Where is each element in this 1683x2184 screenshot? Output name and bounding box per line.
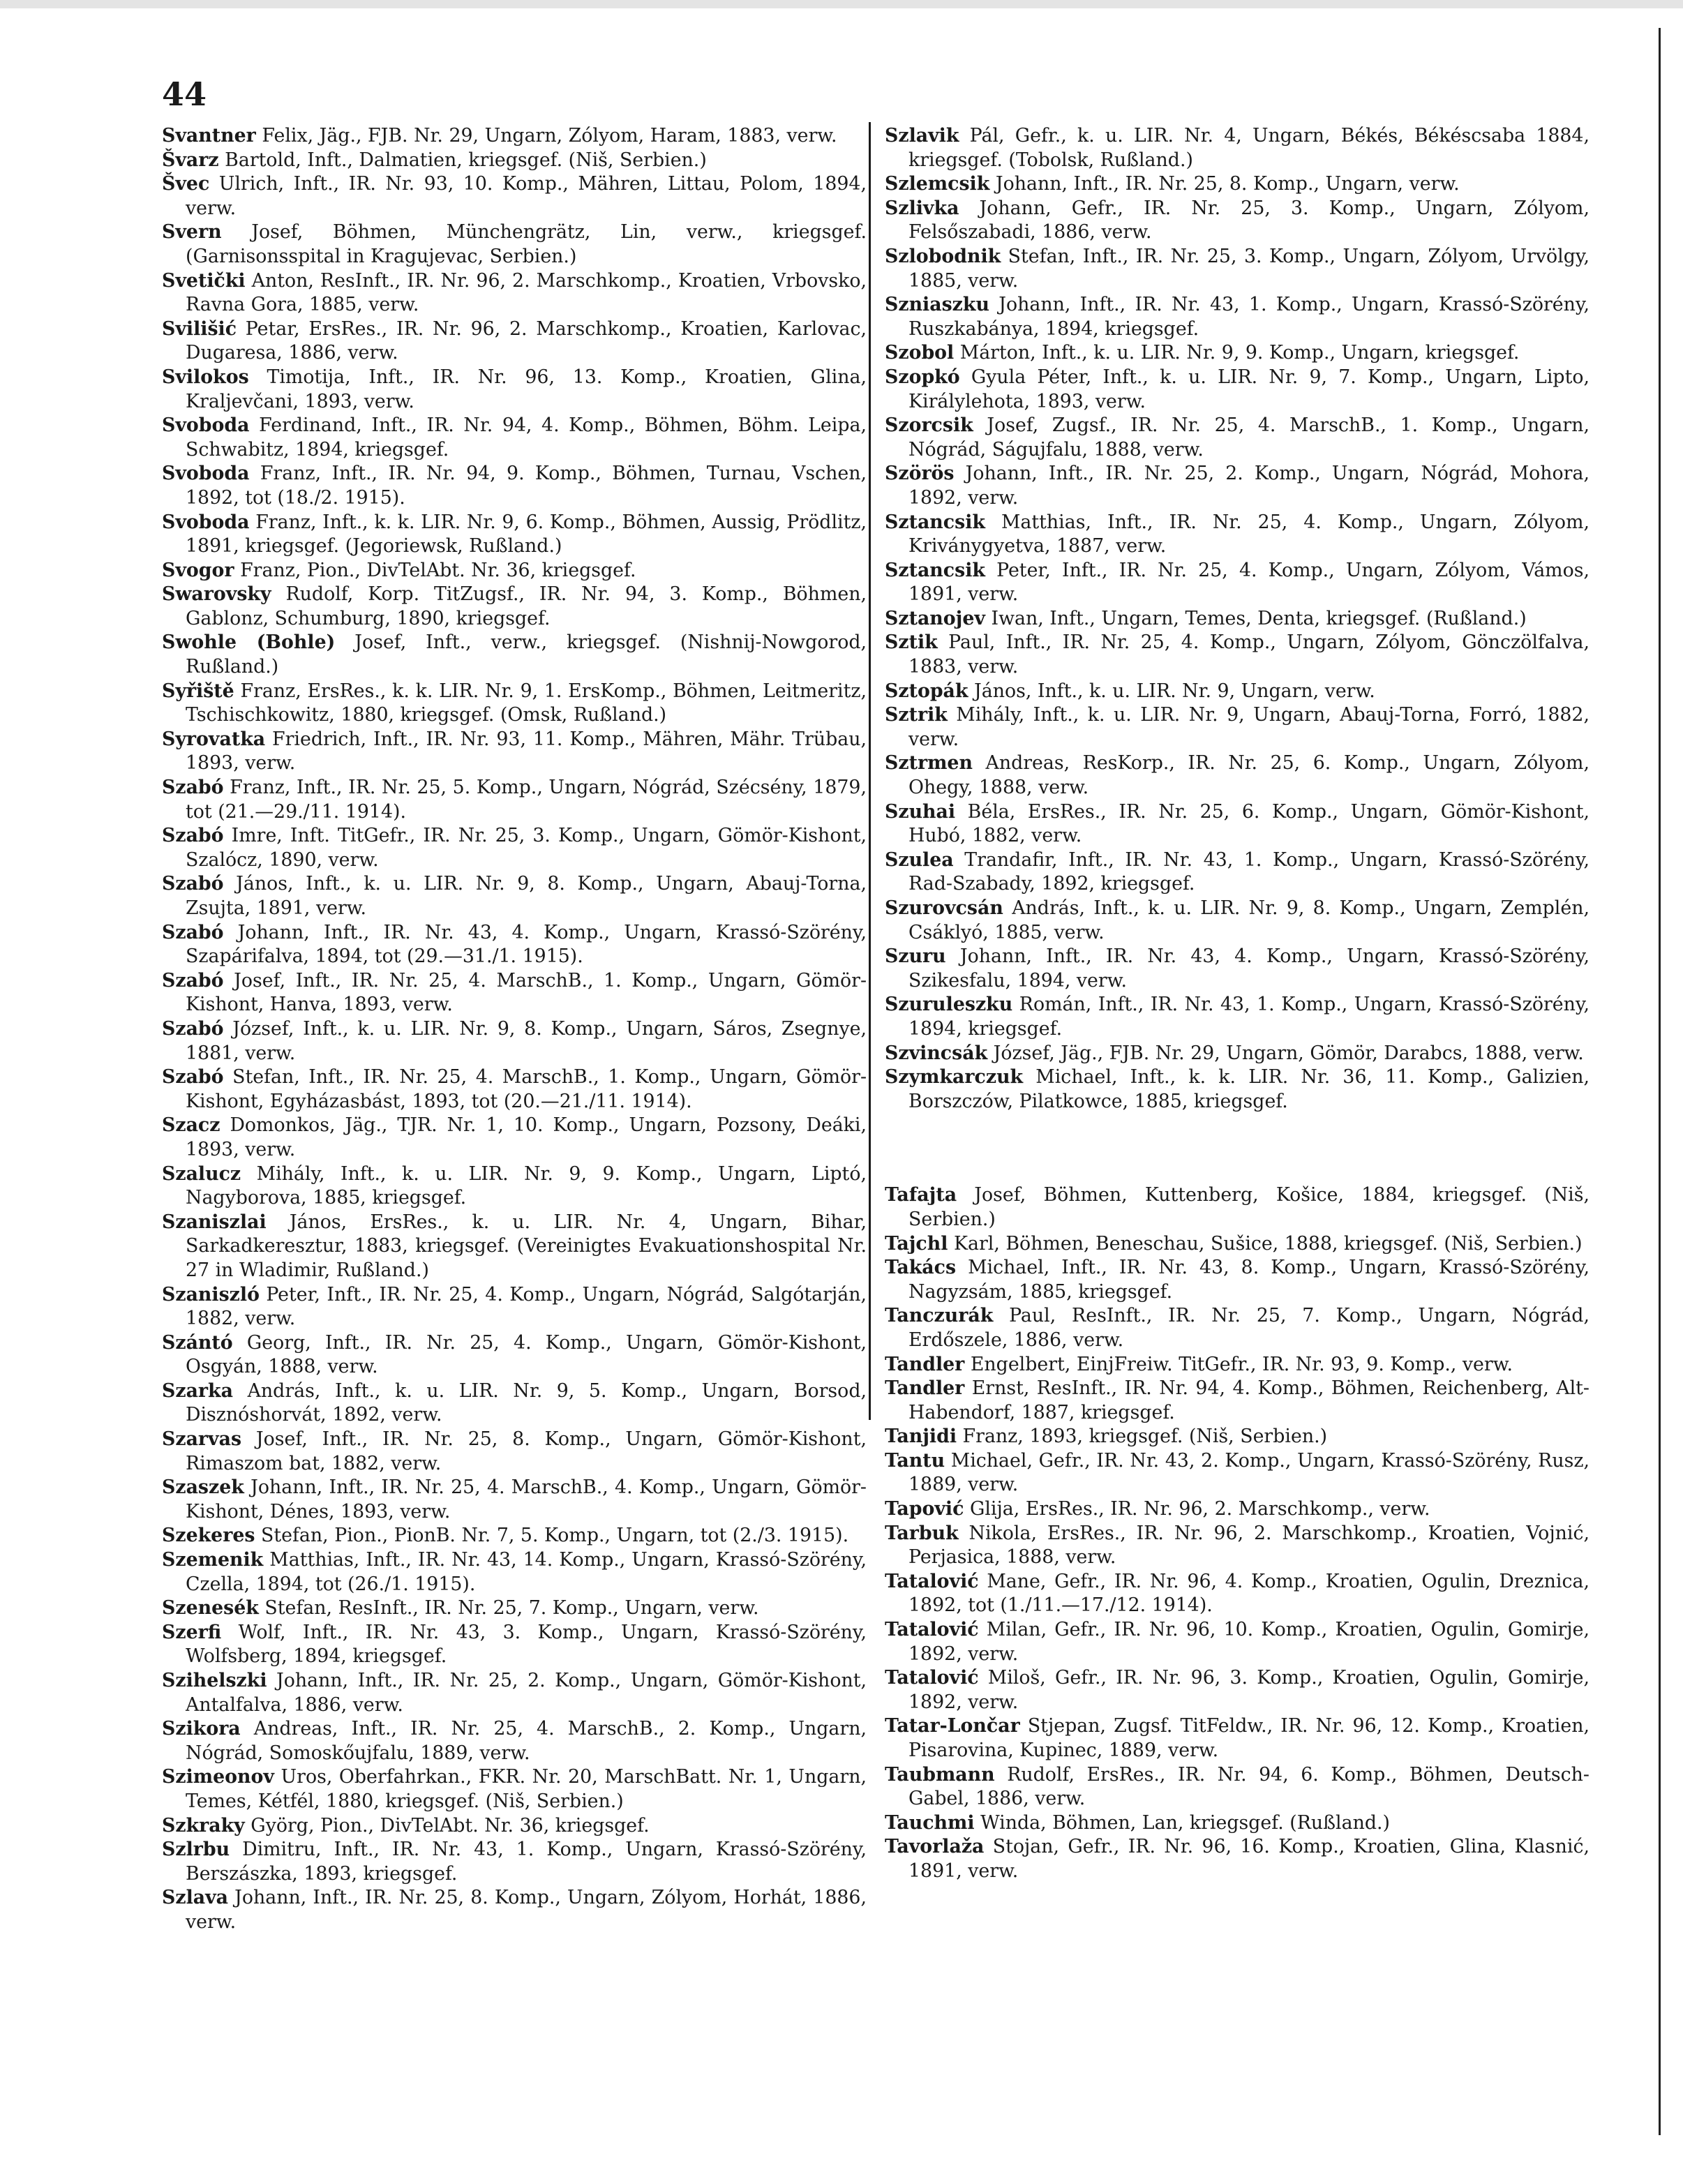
- entry-details: József, Inft., k. u. LIR. Nr. 9, 8. Komp., Ungarn, Sáros, Zsegnye, 1881, verw.: [186, 1017, 867, 1064]
- right-column: [885, 124, 1590, 1884]
- entry-surname: Tavorlaža: [885, 1836, 985, 1858]
- list-entry: [162, 1596, 867, 1621]
- entry-details: Matthias, Inft., IR. Nr. 25, 4. Komp., Ungarn, Zólyom, Kriványgyetva, 1887, verw.: [908, 511, 1590, 558]
- list-entry: [885, 1666, 1590, 1714]
- list-entry: [885, 993, 1590, 1041]
- entry-surname: Tatalović: [885, 1570, 979, 1592]
- entry-surname: Szurovcsán: [885, 897, 1003, 919]
- entry-details: Bartold, Inft., Dalmatien, kriegsgef. (Niš, Serbien.): [225, 149, 707, 171]
- entry-details: Franz, Pion., DivTelAbt. Nr. 36, kriegsgef.: [240, 559, 636, 581]
- entry-details: Pál, Gefr., k. u. LIR. Nr. 4, Ungarn, Békés, Békéscsaba 1884, kriegsgef. (Tobolsk, Rußland.): [908, 125, 1590, 171]
- entry-surname: Szuhai: [885, 800, 956, 823]
- entry-surname: Tarbuk: [885, 1522, 959, 1544]
- entry-surname: Švarz: [162, 149, 219, 171]
- entry-details: Josef, Böhmen, Münchengrätz, Lin, verw., kriegsgef. (Garnisonsspital in Kragujevac, Serbien.): [186, 221, 867, 267]
- entry-details: Mihály, Inft., k. u. LIR. Nr. 9, 9. Komp., Ungarn, Liptó, Nagyborova, 1885, kriegsgef.: [186, 1162, 867, 1209]
- entry-surname: Szabó: [162, 777, 224, 799]
- entry-surname: Szekeres: [162, 1525, 255, 1547]
- entry-surname: Takács: [885, 1257, 957, 1279]
- entry-details: Franz, 1893, kriegsgef. (Niš, Serbien.): [962, 1426, 1328, 1448]
- entry-details: Paul, Inft., IR. Nr. 25, 4. Komp., Ungarn, Zólyom, Gönczölfalva, 1883, verw.: [908, 631, 1590, 678]
- s-entries-section: [885, 124, 1590, 1114]
- entry-details: Stjepan, Zugsf. TitFeldw., IR. Nr. 96, 12. Komp., Kroatien, Pisarovina, Kupinec, 1889, verw.: [908, 1715, 1590, 1761]
- list-entry: [162, 1211, 867, 1283]
- entry-details: Johann, Inft., IR. Nr. 25, 8. Komp., Ungarn, Zólyom, Horhát, 1886, verw.: [186, 1887, 867, 1933]
- list-entry: [885, 1042, 1590, 1066]
- entry-surname: Syřiště: [162, 680, 234, 702]
- list-entry: [162, 1017, 867, 1065]
- entry-surname: Szuruleszku: [885, 994, 1013, 1016]
- entry-details: János, Inft., k. u. LIR. Nr. 9, Ungarn, verw.: [974, 680, 1375, 702]
- page-number: 44: [162, 75, 207, 113]
- entry-details: András, Inft., k. u. LIR. Nr. 9, 8. Komp., Ungarn, Zemplén, Csáklyó, 1885, verw.: [908, 897, 1590, 943]
- entry-details: Franz, ErsRes., k. k. LIR. Nr. 9, 1. ErsKomp., Böhmen, Leitmeritz, Tschischkowitz, 1880, kriegsgef. (Omsk, Rußland.): [186, 680, 867, 726]
- list-entry: [885, 897, 1590, 945]
- entry-surname: Sztrmen: [885, 752, 973, 775]
- entry-details: Franz, Inft., k. k. LIR. Nr. 9, 6. Komp., Böhmen, Aussig, Prödlitz, 1891, kriegsgef. (Jegoriewsk, Rußland.): [186, 511, 867, 558]
- list-entry: [162, 776, 867, 824]
- entry-surname: Sztrik: [885, 704, 948, 726]
- list-entry: [162, 462, 867, 510]
- entry-details: Gyula Péter, Inft., k. u. LIR. Nr. 9, 7. Komp., Ungarn, Lipto, Királylehota, 1893, verw.: [908, 366, 1590, 412]
- list-entry: [162, 921, 867, 969]
- list-entry: [885, 511, 1590, 559]
- entry-surname: Tajchl: [885, 1232, 948, 1255]
- entry-details: Ernst, ResInft., IR. Nr. 94, 4. Komp., Böhmen, Reichenberg, Alt-Habendorf, 1887, kriegsgef.: [908, 1377, 1590, 1423]
- entry-details: József, Jäg., FJB. Nr. 29, Ungarn, Gömör, Darabcs, 1888, verw.: [993, 1042, 1584, 1064]
- list-entry: [885, 197, 1590, 245]
- entry-details: Ulrich, Inft., IR. Nr. 93, 10. Komp., Mähren, Littau, Polom, 1894, verw.: [186, 173, 867, 219]
- entry-surname: Tauchmi: [885, 1811, 975, 1834]
- entry-details: Johann, Inft., IR. Nr. 25, 2. Komp., Ungarn, Gömör-Kishont, Antalfalva, 1886, verw.: [186, 1670, 867, 1716]
- list-entry: [885, 172, 1590, 197]
- entry-surname: Syrovatka: [162, 728, 266, 750]
- list-entry: [885, 1449, 1590, 1497]
- entry-surname: Svilišić: [162, 317, 237, 340]
- entry-details: Stefan, Inft., IR. Nr. 25, 3. Komp., Ungarn, Zólyom, Urvölgy, 1885, verw.: [908, 245, 1590, 292]
- entry-surname: Szarvas: [162, 1428, 242, 1451]
- entry-surname: Švec: [162, 173, 210, 195]
- list-entry: [885, 848, 1590, 897]
- list-entry: [162, 824, 867, 872]
- list-entry: [885, 1811, 1590, 1836]
- entry-details: Stefan, ResInft., IR. Nr. 25, 7. Komp., Ungarn, verw.: [264, 1597, 759, 1620]
- entry-surname: Szuru: [885, 945, 946, 968]
- list-entry: [162, 1331, 867, 1379]
- entry-details: Györg, Pion., DivTelAbt. Nr. 36, kriegsgef.: [250, 1814, 650, 1837]
- entry-details: Michael, Gefr., IR. Nr. 43, 2. Komp., Ungarn, Krassó-Szörény, Rusz, 1889, verw.: [908, 1449, 1590, 1496]
- list-entry: [885, 462, 1590, 510]
- entry-surname: Svantner: [162, 125, 256, 147]
- list-entry: [162, 1621, 867, 1669]
- entry-surname: Szacz: [162, 1114, 220, 1137]
- list-entry: [885, 1065, 1590, 1114]
- entry-surname: Svetički: [162, 269, 246, 292]
- entry-surname: Tandler: [885, 1353, 965, 1375]
- entry-surname: Szlava: [162, 1887, 229, 1909]
- entry-details: Ferdinand, Inft., IR. Nr. 94, 4. Komp., Böhmen, Böhm. Leipa, Schwabitz, 1894, kriegsgef.: [186, 414, 867, 461]
- entry-details: Milan, Gefr., IR. Nr. 96, 10. Komp., Kroatien, Ogulin, Gomirje, 1892, verw.: [908, 1619, 1590, 1665]
- entry-surname: Tanczurák: [885, 1305, 994, 1327]
- entry-details: Michael, Inft., k. k. LIR. Nr. 36, 11. Komp., Galizien, Borszczów, Pilatkowce, 1885, kriegsgef.: [908, 1066, 1590, 1112]
- list-entry: [885, 1353, 1590, 1377]
- entry-details: Franz, Inft., IR. Nr. 94, 9. Komp., Böhmen, Turnau, Vschen, 1892, tot (18./2. 1915).: [186, 463, 867, 509]
- list-entry: [162, 1162, 867, 1211]
- entry-details: Márton, Inft., k. u. LIR. Nr. 9, 9. Komp., Ungarn, kriegsgef.: [959, 342, 1520, 364]
- entry-details: Josef, Inft., IR. Nr. 25, 4. MarschB., 1. Komp., Ungarn, Gömör-Kishont, Hanva, 1893, verw.: [186, 969, 867, 1016]
- list-entry: [162, 149, 867, 173]
- entry-surname: Sztik: [885, 631, 938, 654]
- entry-surname: Szlemcsik: [885, 173, 990, 195]
- list-entry: [885, 1522, 1590, 1570]
- list-entry: [162, 631, 867, 679]
- entry-details: Johann, Gefr., IR. Nr. 25, 3. Komp., Ungarn, Zólyom, Felsőszabadi, 1886, verw.: [908, 197, 1590, 244]
- list-entry: [162, 172, 867, 220]
- list-entry: [162, 559, 867, 583]
- entry-details: Johann, Inft., IR. Nr. 43, 4. Komp., Ungarn, Krassó-Szörény, Szapárifalva, 1894, tot (29.—31./1. 1915).: [186, 921, 867, 968]
- entry-surname: Taubmann: [885, 1763, 995, 1786]
- entry-surname: Szenesék: [162, 1597, 259, 1620]
- list-entry: [162, 220, 867, 269]
- list-entry: [885, 341, 1590, 366]
- entry-surname: Szaniszló: [162, 1283, 260, 1306]
- entry-surname: Szörös: [885, 463, 955, 485]
- list-entry: [885, 245, 1590, 293]
- list-entry: [162, 366, 867, 414]
- list-entry: [885, 1183, 1590, 1232]
- entry-surname: Szabó: [162, 969, 224, 992]
- list-entry: [162, 1669, 867, 1717]
- entry-details: Béla, ErsRes., IR. Nr. 25, 6. Komp., Ungarn, Gömör-Kishont, Hubó, 1882, verw.: [908, 800, 1590, 847]
- list-entry: [162, 1524, 867, 1548]
- entry-surname: Svern: [162, 221, 222, 244]
- entry-surname: Szarka: [162, 1379, 233, 1402]
- left-column: [162, 124, 867, 1935]
- list-entry: [885, 1714, 1590, 1763]
- list-entry: [162, 1886, 867, 1934]
- entry-surname: Svoboda: [162, 463, 250, 485]
- list-entry: [885, 607, 1590, 631]
- entry-details: Franz, Inft., IR. Nr. 25, 5. Komp., Ungarn, Nógrád, Szécsény, 1879, tot (21.—29./11. 1914).: [186, 777, 867, 823]
- entry-surname: Szorcsik: [885, 414, 973, 437]
- entry-details: Johann, Inft., IR. Nr. 25, 2. Komp., Ungarn, Nógrád, Mohora, 1892, verw.: [908, 463, 1590, 509]
- list-entry: [162, 1548, 867, 1596]
- entry-surname: Szemenik: [162, 1549, 264, 1571]
- entry-surname: Szimeonov: [162, 1766, 274, 1788]
- entry-details: Stefan, Pion., PionB. Nr. 7, 5. Komp., Ungarn, tot (2./3. 1915).: [261, 1525, 849, 1547]
- entry-details: Andreas, Inft., IR. Nr. 25, 4. MarschB., 2. Komp., Ungarn, Nógrád, Somoskőujfalu, 1889, verw.: [186, 1718, 867, 1764]
- list-entry: [885, 293, 1590, 341]
- entry-details: Nikola, ErsRes., IR. Nr. 96, 2. Marschkomp., Kroatien, Vojnić, Perjasica, 1888, verw.: [908, 1522, 1590, 1569]
- list-entry: [885, 1232, 1590, 1257]
- entry-surname: Sztopák: [885, 680, 968, 702]
- entry-surname: Szabó: [162, 873, 224, 895]
- entry-details: Winda, Böhmen, Lan, kriegsgef. (Rußland.): [980, 1811, 1390, 1834]
- entry-details: Engelbert, EinjFreiw. TitGefr., IR. Nr. 93, 9. Komp., verw.: [970, 1353, 1513, 1375]
- entry-details: Anton, ResInft., IR. Nr. 96, 2. Marschkomp., Kroatien, Vrbovsko, Ravna Gora, 1885, verw.: [186, 269, 867, 316]
- entry-surname: Szerfi: [162, 1621, 222, 1643]
- entry-details: Johann, Inft., IR. Nr. 25, 8. Komp., Ungarn, verw.: [995, 173, 1460, 195]
- entry-details: Josef, Böhmen, Kuttenberg, Košice, 1884, kriegsgef. (Niš, Serbien.): [908, 1184, 1590, 1230]
- entry-details: Paul, ResInft., IR. Nr. 25, 7. Komp., Ungarn, Nógrád, Erdőszele, 1886, verw.: [908, 1305, 1590, 1351]
- entry-details: Karl, Böhmen, Beneschau, Sušice, 1888, kriegsgef. (Niš, Serbien.): [953, 1232, 1583, 1255]
- entry-surname: Szihelszki: [162, 1670, 267, 1691]
- entry-details: Josef, Zugsf., IR. Nr. 25, 4. MarschB., 1. Komp., Ungarn, Nógrád, Ságujfalu, 1888, verw.: [908, 414, 1590, 461]
- entry-surname: Szabó: [162, 1066, 224, 1089]
- list-entry: [885, 1835, 1590, 1883]
- entry-details: Friedrich, Inft., IR. Nr. 93, 11. Komp., Mähren, Mähr. Trübau, 1893, verw.: [186, 728, 867, 775]
- entry-details: Josef, Inft., verw., kriegsgef. (Nishnij-Nowgorod, Rußland.): [186, 631, 867, 678]
- list-entry: [885, 703, 1590, 751]
- entry-details: Petar, ErsRes., IR. Nr. 96, 2. Marschkomp., Kroatien, Karlovac, Dugaresa, 1886, verw.: [186, 317, 867, 364]
- list-entry: [162, 124, 867, 149]
- entry-surname: Szymkarczuk: [885, 1066, 1024, 1089]
- list-entry: [885, 800, 1590, 848]
- scan-edge-line: [1659, 28, 1661, 2135]
- t-entries-section: [885, 1183, 1590, 1883]
- list-entry: [162, 1379, 867, 1428]
- list-entry: [162, 583, 867, 631]
- list-entry: [162, 969, 867, 1017]
- entry-surname: Tantu: [885, 1449, 945, 1472]
- entry-surname: Tandler: [885, 1377, 965, 1400]
- entry-surname: Svilokos: [162, 366, 249, 388]
- entry-details: Johann, Inft., IR. Nr. 43, 4. Komp., Ungarn, Krassó-Szörény, Szikesfalu, 1894, verw.: [908, 945, 1590, 992]
- list-entry: [162, 1065, 867, 1114]
- list-entry: [162, 1765, 867, 1813]
- list-entry: [885, 1763, 1590, 1811]
- list-entry: [162, 1717, 867, 1765]
- list-entry: [162, 680, 867, 728]
- entry-surname: Szabó: [162, 921, 224, 943]
- entry-surname: Tatalović: [885, 1619, 979, 1641]
- list-entry: [885, 945, 1590, 993]
- list-entry: [885, 1497, 1590, 1522]
- list-entry: [162, 414, 867, 462]
- entry-surname: Szlobodnik: [885, 245, 1001, 267]
- list-entry: [885, 414, 1590, 462]
- entry-surname: Tatalović: [885, 1667, 979, 1689]
- list-entry: [885, 1377, 1590, 1425]
- entry-details: János, ErsRes., k. u. LIR. Nr. 4, Ungarn, Bihar, Sarkadkeresztur, 1883, kriegsgef. (Vereinigtes Evakuationshospital Nr. 27 in Wladimir, Rußland.): [186, 1211, 867, 1281]
- section-gap: [885, 1114, 1590, 1183]
- entry-details: Johann, Inft., IR. Nr. 43, 1. Komp., Ungarn, Krassó-Szörény, Ruszkabánya, 1894, kriegsgef.: [908, 294, 1590, 340]
- list-entry: [162, 511, 867, 559]
- list-entry: [162, 728, 867, 776]
- entry-details: Glija, ErsRes., IR. Nr. 96, 2. Marschkomp., verw.: [969, 1498, 1430, 1520]
- entry-surname: Szulea: [885, 848, 954, 871]
- list-entry: [162, 1814, 867, 1839]
- entry-surname: Szkraky: [162, 1814, 245, 1837]
- list-entry: [162, 1476, 867, 1524]
- list-entry: [162, 1114, 867, 1162]
- entry-surname: Tanjidi: [885, 1426, 957, 1448]
- list-entry: [885, 559, 1590, 607]
- entry-surname: Szaszek: [162, 1476, 244, 1499]
- list-entry: [885, 1304, 1590, 1352]
- entry-details: Wolf, Inft., IR. Nr. 43, 3. Komp., Ungarn, Krassó-Szörény, Wolfsberg, 1894, kriegsgef.: [186, 1621, 867, 1668]
- entry-details: Matthias, Inft., IR. Nr. 43, 14. Komp., Ungarn, Krassó-Szörény, Czella, 1894, tot (26./1. 1915).: [186, 1549, 867, 1595]
- list-entry: [885, 1256, 1590, 1304]
- entry-details: Johann, Inft., IR. Nr. 25, 4. MarschB., 4. Komp., Ungarn, Gömör-Kishont, Dénes, 1893, verw.: [186, 1476, 867, 1523]
- list-entry: [885, 366, 1590, 414]
- entry-surname: Szobol: [885, 342, 955, 364]
- entry-details: Imre, Inft. TitGefr., IR. Nr. 25, 3. Komp., Ungarn, Gömör-Kishont, Szalócz, 1890, verw.: [186, 825, 867, 871]
- list-entry: [162, 269, 867, 317]
- list-entry: [885, 680, 1590, 704]
- list-entry: [885, 1570, 1590, 1618]
- entry-details: Mane, Gefr., IR. Nr. 96, 4. Komp., Kroatien, Ogulin, Dreznica, 1892, tot (1./11.—17./12. 1914).: [908, 1570, 1590, 1617]
- entry-details: Josef, Inft., IR. Nr. 25, 8. Komp., Ungarn, Gömör-Kishont, Rimaszom bat, 1882, verw.: [186, 1428, 867, 1474]
- list-entry: [885, 124, 1590, 172]
- entry-surname: Svoboda: [162, 414, 250, 437]
- entry-details: Peter, Inft., IR. Nr. 25, 4. Komp., Ungarn, Nógrád, Salgótarján, 1882, verw.: [186, 1283, 867, 1330]
- entry-surname: Sztancsik: [885, 559, 985, 581]
- entry-surname: Sztanojev: [885, 607, 985, 629]
- entry-details: Stojan, Gefr., IR. Nr. 96, 16. Komp., Kroatien, Glina, Klasnić, 1891, verw.: [908, 1836, 1590, 1882]
- entry-surname: Szántó: [162, 1331, 233, 1354]
- entry-details: Timotija, Inft., IR. Nr. 96, 13. Komp., Kroatien, Glina, Kraljevčani, 1893, verw.: [186, 366, 867, 412]
- entry-surname: Szopkó: [885, 366, 960, 388]
- list-entry: [162, 1428, 867, 1476]
- entry-details: Michael, Inft., IR. Nr. 43, 8. Komp., Ungarn, Krassó-Szörény, Nagyzsám, 1885, kriegsgef.: [908, 1257, 1590, 1303]
- entry-surname: Swohle (Bohle): [162, 631, 336, 654]
- entry-surname: Szikora: [162, 1718, 241, 1740]
- list-entry: [885, 751, 1590, 800]
- entry-surname: Szvincsák: [885, 1042, 988, 1064]
- entry-details: Trandafir, Inft., IR. Nr. 43, 1. Komp., Ungarn, Krassó-Szörény, Rad-Szabady, 1892, kriegsgef.: [908, 848, 1590, 895]
- entry-details: Peter, Inft., IR. Nr. 25, 4. Komp., Ungarn, Zólyom, Vámos, 1891, verw.: [908, 559, 1590, 606]
- entry-surname: Szlavik: [885, 125, 959, 147]
- entry-details: Rudolf, ErsRes., IR. Nr. 94, 6. Komp., Böhmen, Deutsch-Gabel, 1886, verw.: [908, 1763, 1590, 1810]
- list-entry: [162, 1283, 867, 1331]
- list-entry: [162, 872, 867, 920]
- entry-surname: Svogor: [162, 559, 234, 581]
- entry-details: Mihály, Inft., k. u. LIR. Nr. 9, Ungarn, Abauj-Torna, Forró, 1882, verw.: [908, 704, 1590, 750]
- entry-surname: Sztancsik: [885, 511, 985, 533]
- entry-surname: Swarovsky: [162, 583, 271, 606]
- list-entry: [885, 1618, 1590, 1666]
- entry-surname: Szabó: [162, 1017, 224, 1040]
- entry-details: Domonkos, Jäg., TJR. Nr. 1, 10. Komp., Ungarn, Pozsony, Deáki, 1893, verw.: [186, 1114, 867, 1160]
- entry-details: Georg, Inft., IR. Nr. 25, 4. Komp., Ungarn, Gömör-Kishont, Osgyán, 1888, verw.: [186, 1331, 867, 1378]
- entry-details: András, Inft., k. u. LIR. Nr. 9, 5. Komp., Ungarn, Borsod, Disznóshorvát, 1892, verw.: [186, 1379, 867, 1426]
- entry-surname: Tatar-Lončar: [885, 1715, 1020, 1737]
- entry-surname: Szaniszlai: [162, 1211, 267, 1233]
- entry-details: Dimitru, Inft., IR. Nr. 43, 1. Komp., Ungarn, Krassó-Szörény, Berszászka, 1893, kriegsgef.: [186, 1839, 867, 1885]
- list-entry: [162, 317, 867, 366]
- entry-surname: Tafajta: [885, 1184, 957, 1206]
- entry-details: Andreas, ResKorp., IR. Nr. 25, 6. Komp., Ungarn, Zólyom, Ohegy, 1888, verw.: [908, 752, 1590, 799]
- entry-details: Felix, Jäg., FJB. Nr. 29, Ungarn, Zólyom, Haram, 1883, verw.: [262, 125, 837, 147]
- entry-surname: Szalucz: [162, 1162, 241, 1185]
- entry-surname: Svoboda: [162, 511, 250, 533]
- entry-details: Miloš, Gefr., IR. Nr. 96, 3. Komp., Kroatien, Ogulin, Gomirje, 1892, verw.: [908, 1667, 1590, 1713]
- entry-surname: Tapović: [885, 1498, 964, 1520]
- entry-details: Uros, Oberfahrkan., FKR. Nr. 20, MarschBatt. Nr. 1, Ungarn, Temes, Kétfél, 1880, kriegsgef. (Niš, Serbien.): [186, 1766, 867, 1812]
- entry-surname: Szlrbu: [162, 1839, 230, 1861]
- list-entry: [885, 631, 1590, 679]
- entry-details: Iwan, Inft., Ungarn, Temes, Denta, kriegsgef. (Rußland.): [991, 607, 1527, 629]
- list-entry: [162, 1838, 867, 1886]
- column-divider: [869, 122, 871, 1420]
- entry-surname: Szlivka: [885, 197, 959, 219]
- entry-details: János, Inft., k. u. LIR. Nr. 9, 8. Komp., Ungarn, Abauj-Torna, Zsujta, 1891, verw.: [186, 873, 867, 919]
- entry-surname: Szniaszku: [885, 294, 989, 316]
- scan-top-shadow: [0, 0, 1683, 8]
- entry-surname: Szabó: [162, 825, 224, 847]
- entry-details: Román, Inft., IR. Nr. 43, 1. Komp., Ungarn, Krassó-Szörény, 1894, kriegsgef.: [908, 994, 1590, 1040]
- entry-details: Rudolf, Korp. TitZugsf., IR. Nr. 94, 3. Komp., Böhmen, Gablonz, Schumburg, 1890, kriegsgef.: [186, 583, 867, 629]
- list-entry: [885, 1425, 1590, 1449]
- entry-details: Stefan, Inft., IR. Nr. 25, 4. MarschB., 1. Komp., Ungarn, Gömör-Kishont, Egyházasbást, 1893, tot (20.—21./11. 1914).: [186, 1066, 867, 1112]
